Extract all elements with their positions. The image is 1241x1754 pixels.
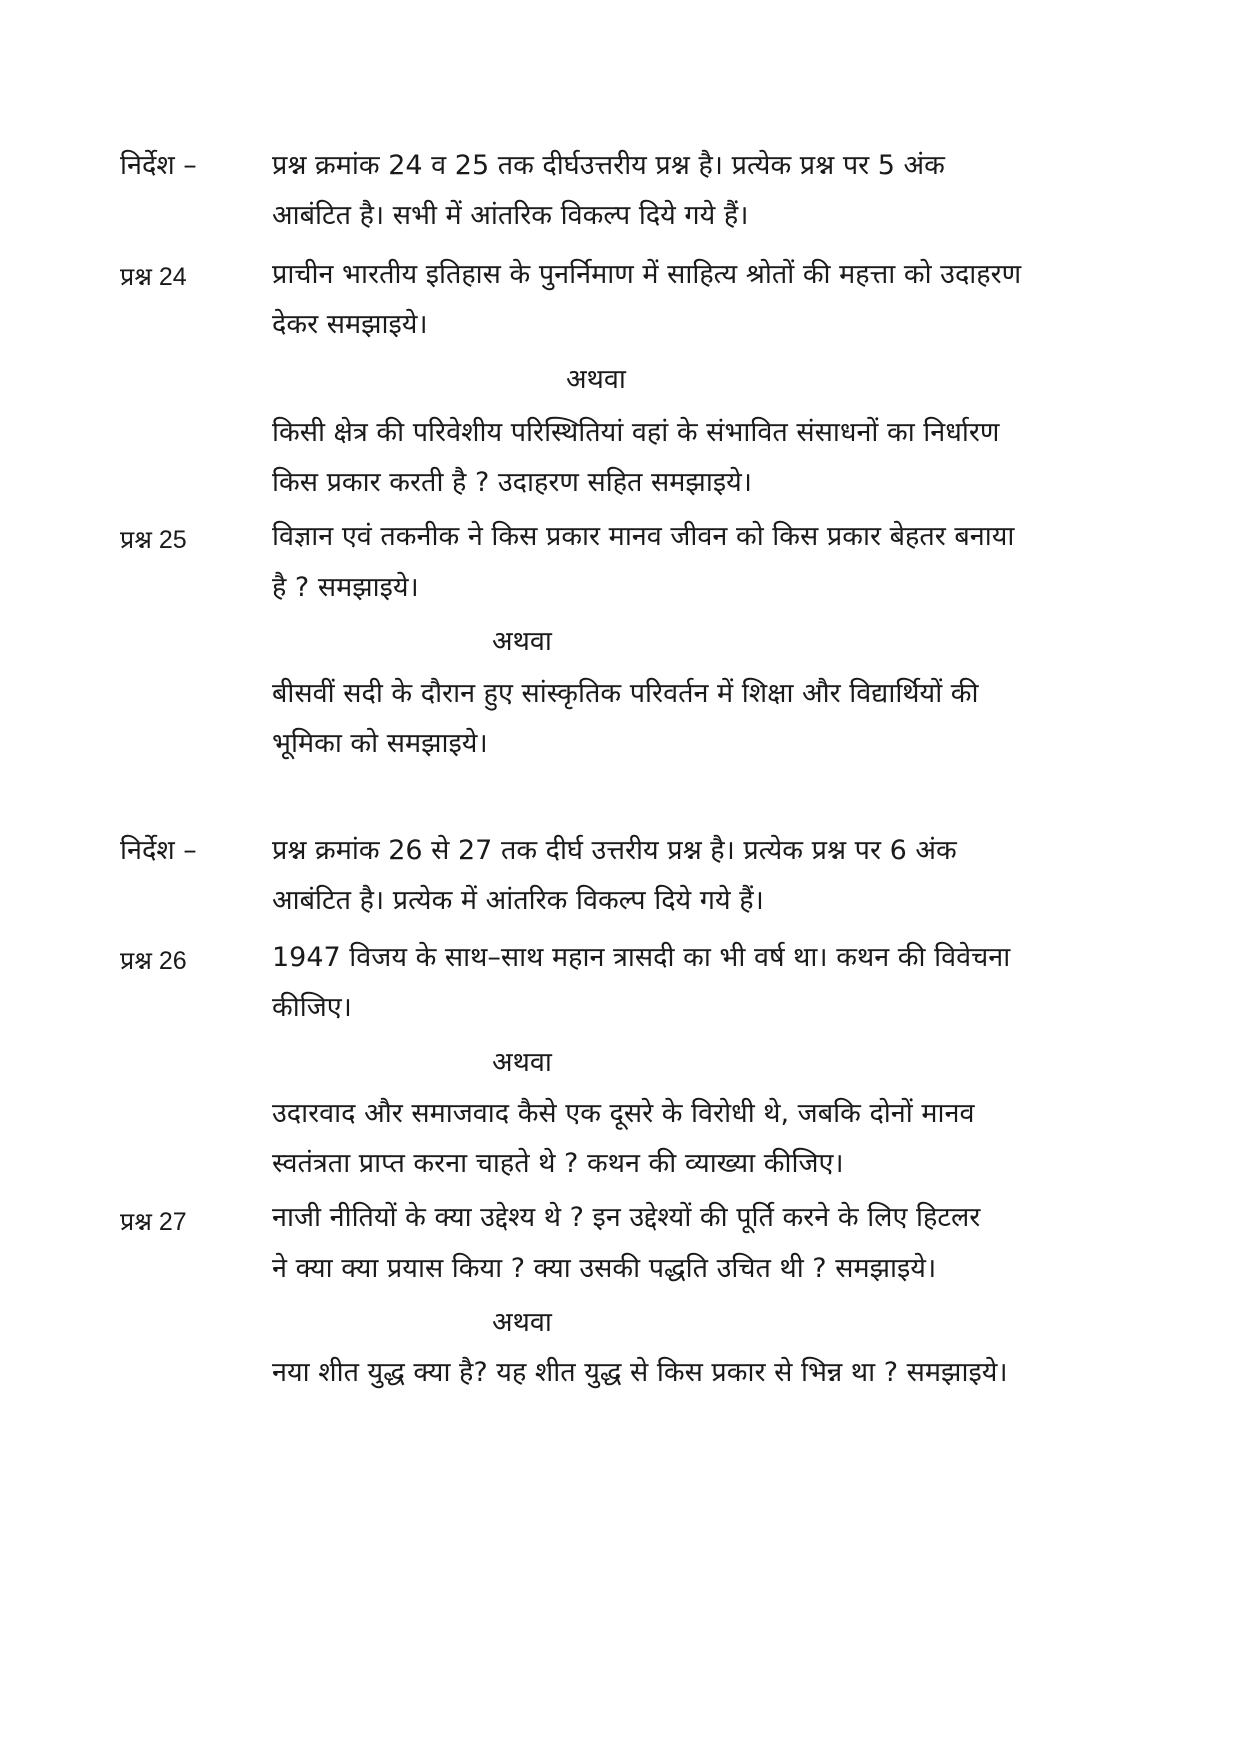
directive-label-2: निर्देश – bbox=[120, 835, 197, 866]
question-27-line-2: ने क्या क्या प्रयास किया ? क्या उसकी पद्धति उचित थी ? समझाइये। bbox=[272, 1253, 937, 1284]
question-24-alt-line-2: किस प्रकार करती है ? उदाहरण सहित समझाइये। bbox=[272, 467, 752, 498]
question-26-alt-line-2: स्वतंत्रता प्राप्त करना चाहते थे ? कथन की व्याख्या कीजिए। bbox=[272, 1148, 844, 1179]
question-26-line-1: 1947 विजय के साथ–साथ महान त्रासदी का भी वर्ष था। कथन की विवेचना bbox=[272, 942, 1011, 973]
question-27-or: अथवा bbox=[492, 1307, 552, 1338]
question-24-alt-line-1: किसी क्षेत्र की परिवेशीय परिस्थितियां वहां के संभावित संसाधनों का निर्धारण bbox=[272, 417, 1000, 448]
question-25-line-1: विज्ञान एवं तकनीक ने किस प्रकार मानव जीवन को किस प्रकार बेहतर बनाया bbox=[272, 521, 1015, 552]
question-24-line-2: देकर समझाइये। bbox=[272, 309, 428, 340]
question-26-alt-line-1: उदारवाद और समाजवाद कैसे एक दूसरे के विरोधी थे, जबकि दोनों मानव bbox=[272, 1098, 975, 1129]
directive-1-line-1: प्रश्न क्रमांक 24 व 25 तक दीर्घउत्तरीय प्रश्न है। प्रत्येक प्रश्न पर 5 अंक bbox=[272, 150, 945, 181]
question-24-or: अथवा bbox=[566, 364, 626, 395]
question-26-label: प्रश्न 26 bbox=[120, 947, 187, 975]
question-25-alt-line-1: बीसवीं सदी के दौरान हुए सांस्कृतिक परिवर्तन में शिक्षा और विद्यार्थियों की bbox=[272, 678, 979, 709]
question-25-label: प्रश्न 25 bbox=[120, 526, 187, 554]
directive-2-line-2: आबंटित है। प्रत्येक में आंतरिक विकल्प दिये गये हैं। bbox=[272, 885, 764, 916]
directive-1-line-2: आबंटित है। सभी में आंतरिक विकल्प दिये गये हैं। bbox=[272, 200, 749, 231]
question-26-line-2: कीजिए। bbox=[272, 992, 352, 1023]
question-25-line-2: है ? समझाइये। bbox=[272, 572, 419, 603]
directive-label-1: निर्देश – bbox=[120, 150, 197, 181]
question-27-line-1: नाजी नीतियों के क्या उद्देश्य थे ? इन उद्देश्यों की पूर्ति करने के लिए हिटलर bbox=[272, 1202, 981, 1233]
question-25-or: अथवा bbox=[492, 626, 552, 657]
question-27-alt-line-1: नया शीत युद्ध क्या है? यह शीत युद्ध से किस प्रकार से भिन्न था ? समझाइये। bbox=[272, 1357, 1008, 1388]
question-27-label: प्रश्न 27 bbox=[120, 1208, 187, 1236]
question-24-label: प्रश्न 24 bbox=[120, 263, 187, 291]
directive-2-line-1: प्रश्न क्रमांक 26 से 27 तक दीर्घ उत्तरीय प्रश्न है। प्रत्येक प्रश्न पर 6 अंक bbox=[272, 835, 957, 866]
question-26-or: अथवा bbox=[492, 1047, 552, 1078]
question-24-line-1: प्राचीन भारतीय इतिहास के पुनर्निमाण में साहित्य श्रोतों की महत्ता को उदाहरण bbox=[272, 259, 1022, 290]
question-25-alt-line-2: भूमिका को समझाइये। bbox=[272, 728, 488, 759]
